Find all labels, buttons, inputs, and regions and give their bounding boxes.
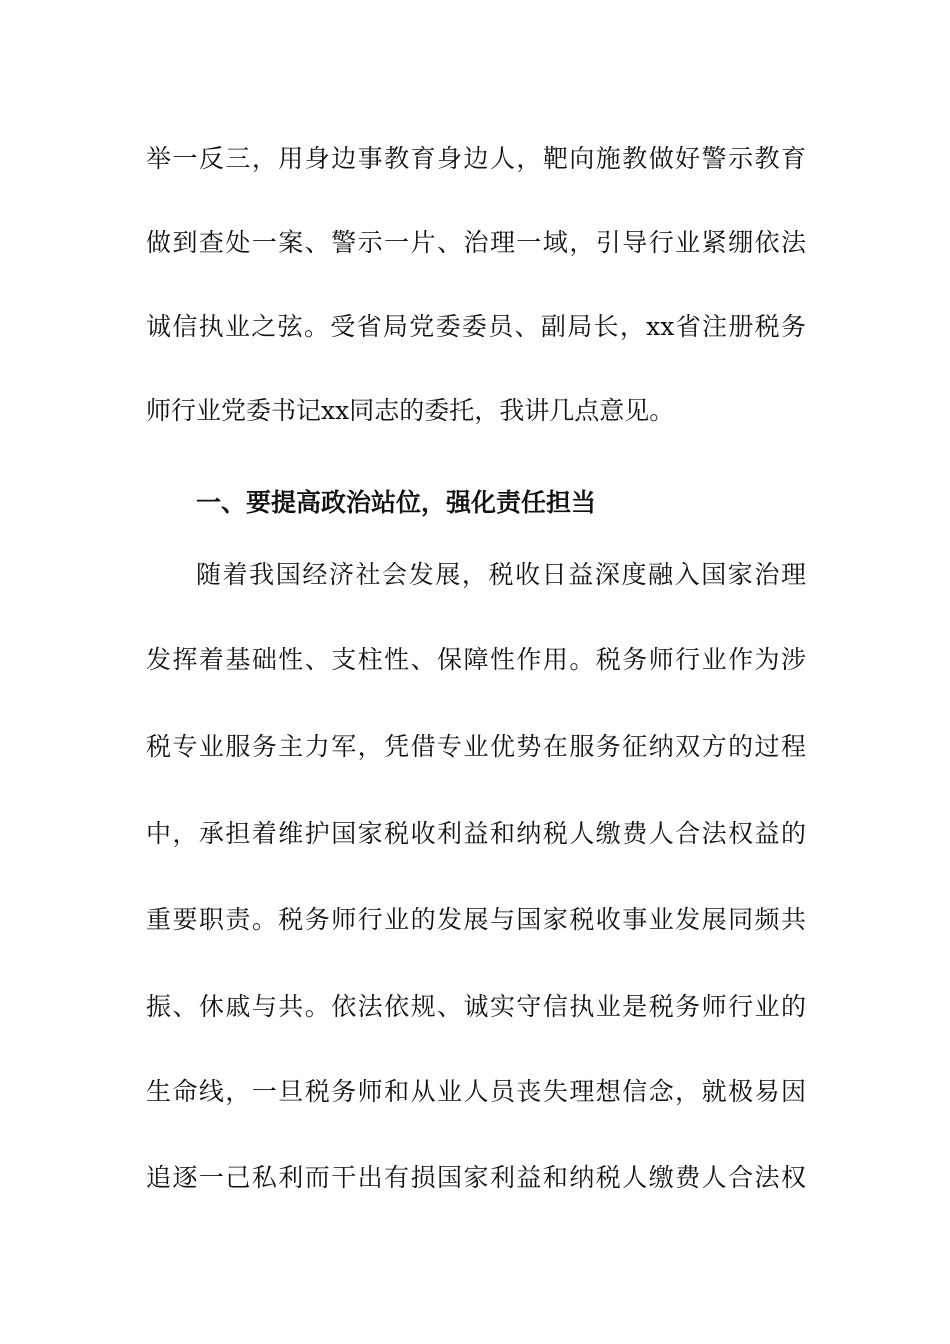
text-line: 重要职责。税务师行业的发展与国家税收事业发展同频共 [146, 905, 806, 934]
text-line: 税专业服务主力军，凭借专业优势在服务征纳双方的过程 [146, 732, 806, 761]
section-heading: 一、要提高政治站位，强化责任担当 [196, 488, 597, 517]
text-line: 追逐一己私利而干出有损国家利益和纳税人缴费人合法权 [146, 1163, 806, 1192]
text-line: 生命线，一旦税务师和从业人员丧失理想信念，就极易因 [146, 1077, 806, 1106]
text-line: 做到查处一案、警示一片、治理一域，引导行业紧绷依法 [146, 228, 806, 257]
text-line: 中，承担着维护国家税收利益和纳税人缴费人合法权益的 [146, 819, 806, 848]
text-line: 随着我国经济社会发展，税收日益深度融入国家治理 [196, 560, 806, 589]
text-line: 师行业党委书记xx同志的委托，我讲几点意见。 [146, 396, 675, 425]
text-line: 举一反三，用身边事教育身边人，靶向施教做好警示教育 [146, 144, 806, 173]
text-line: 诚信执业之弦。受省局党委委员、副局长，xx省注册税务 [146, 312, 806, 341]
text-line: 振、休戚与共。依法依规、诚实守信执业是税务师行业的 [146, 992, 806, 1021]
text-line: 发挥着基础性、支柱性、保障性作用。税务师行业作为涉 [146, 645, 806, 674]
